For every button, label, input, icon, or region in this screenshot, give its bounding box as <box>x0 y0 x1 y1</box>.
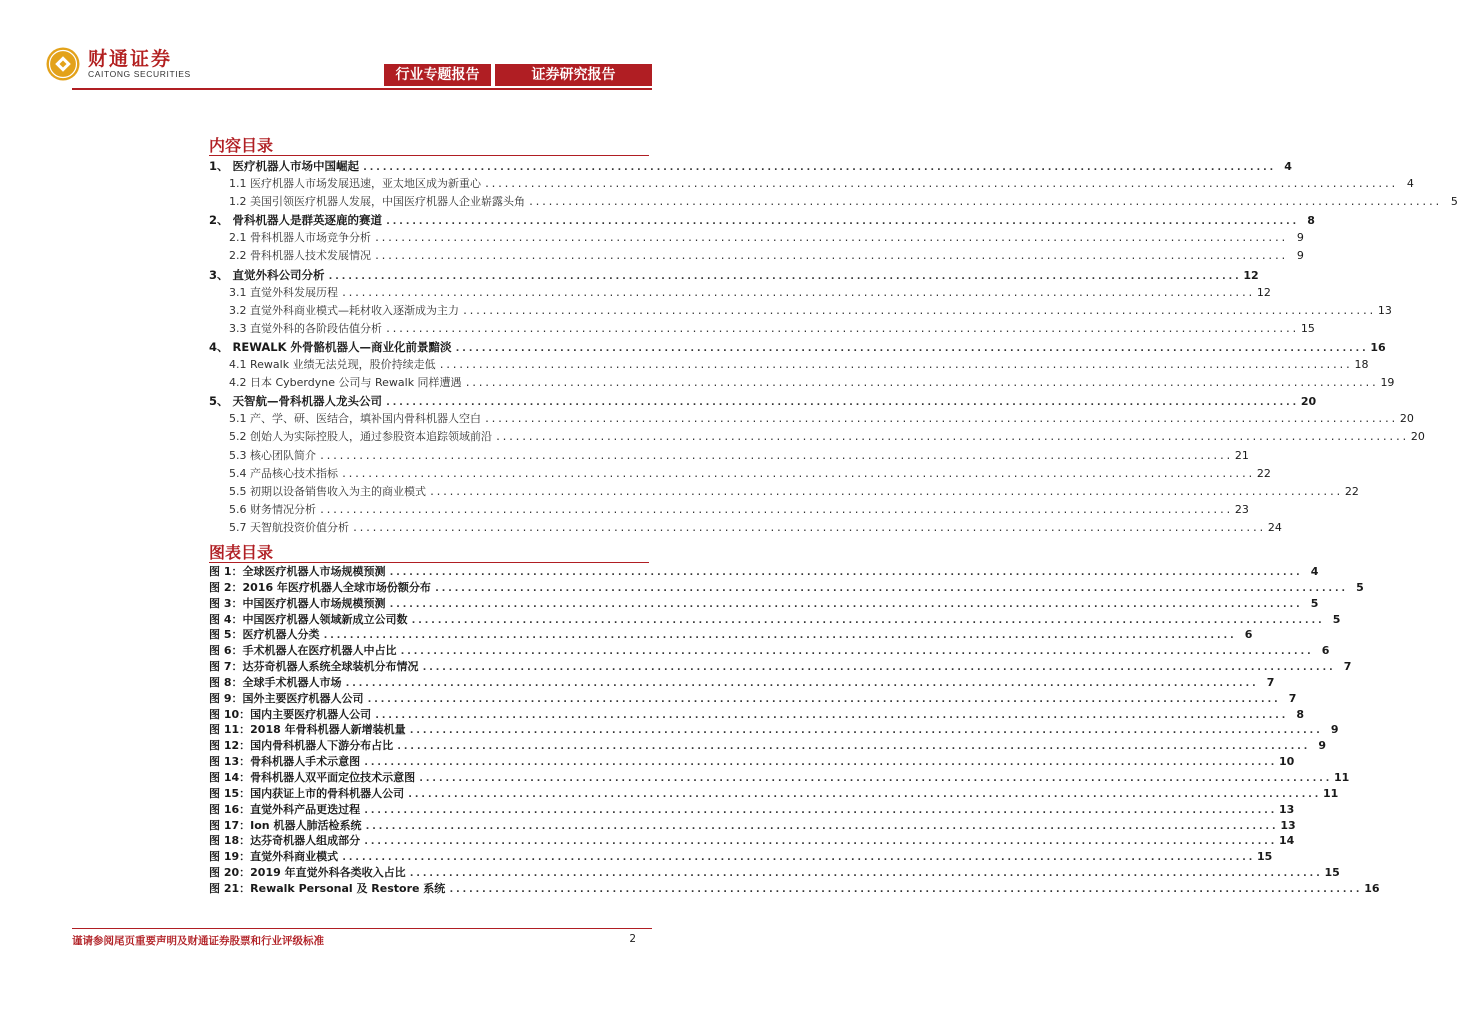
entry-page-number: 12 <box>1256 285 1271 299</box>
entry-label: 1.1 医疗机器人市场发展迅速，亚太地区成为新重心 <box>229 177 481 191</box>
header-divider <box>72 88 652 90</box>
entry-label: 1.2 美国引领医疗机器人发展，中国医疗机器人企业崭露头角 <box>229 195 525 209</box>
entry-label: 3.2 直觉外科商业模式—耗材收入逐渐成为主力 <box>229 303 459 317</box>
dot-leader: ............................................................................................................................................ <box>341 468 1254 480</box>
entry-label: 4.1 Rewalk 业绩无法兑现，股价持续走低 <box>229 358 436 372</box>
dot-leader: ............................................................................................................................................ <box>484 179 1397 191</box>
dot-leader: ............................................................................................................................................ <box>408 868 1322 880</box>
figure-entry[interactable] <box>209 881 1380 897</box>
entry-page-number: 5 <box>1450 195 1458 209</box>
dot-leader: ............................................................................................................................................ <box>366 693 1280 705</box>
dot-leader: ............................................................................................................................................ <box>385 216 1298 228</box>
table-of-contents <box>209 157 1458 537</box>
figure-entry[interactable] <box>209 659 1352 675</box>
entry-label: 1、 医疗机器人市场中国崛起 <box>209 159 360 173</box>
figure-entry[interactable] <box>209 818 1296 834</box>
entry-label: 图 20：2019 年直觉外科各类收入占比 <box>209 866 406 880</box>
dot-leader: ............................................................................................................................................ <box>418 772 1332 784</box>
figure-entry[interactable] <box>209 802 1295 818</box>
entry-label: 图 9：国外主要医疗机器人公司 <box>209 691 364 705</box>
figure-entry[interactable] <box>209 738 1327 754</box>
entry-label: 5.1 产、学、研、医结合，填补国内骨科机器人空白 <box>229 412 481 426</box>
entry-label: 图 12：国内骨科机器人下游分布占比 <box>209 739 394 753</box>
dot-leader: ............................................................................................................................................ <box>363 804 1277 816</box>
dot-leader: ............................................................................................................................................ <box>363 757 1277 769</box>
entry-page-number: 24 <box>1267 520 1282 534</box>
dot-leader: ............................................................................................................................................ <box>385 397 1298 409</box>
figure-entry[interactable] <box>209 675 1275 691</box>
figure-entry[interactable] <box>209 707 1305 723</box>
entry-label: 5.7 天智航投资价值分析 <box>229 520 349 534</box>
dot-leader: ............................................................................................................................................ <box>362 162 1275 173</box>
dot-leader: ............................................................................................................................................ <box>319 504 1232 516</box>
toc-entry[interactable] <box>209 211 1315 229</box>
company-logo <box>46 46 191 82</box>
entry-label: 5.3 核心团队简介 <box>229 448 316 462</box>
entry-page-number: 21 <box>1234 448 1249 462</box>
toc-entry[interactable] <box>209 465 1271 483</box>
entry-page-number: 13 <box>1377 303 1392 317</box>
toc-entry[interactable] <box>209 519 1282 537</box>
figure-entry[interactable] <box>209 564 1319 580</box>
entry-label: 4.2 日本 Cyberdyne 公司与 Rewalk 同样遭遇 <box>229 376 462 390</box>
entry-page-number: 11 <box>1323 786 1339 800</box>
entry-label: 图 16：直觉外科产品更迭过程 <box>209 802 361 816</box>
figure-entry[interactable] <box>209 691 1297 707</box>
entry-page-number: 9 <box>1296 249 1304 263</box>
entry-label: 5、 天智航—骨科机器人龙头公司 <box>209 394 383 409</box>
dot-leader: ............................................................................................................................................ <box>484 414 1397 426</box>
entry-page-number: 7 <box>1266 675 1275 689</box>
figure-entry[interactable] <box>209 580 1364 596</box>
entry-page-number: 9 <box>1318 739 1327 753</box>
toc-entry[interactable] <box>209 483 1359 501</box>
dot-leader: ............................................................................................................................................ <box>528 197 1441 209</box>
entry-label: 4、 REWALK 外骨骼机器人—商业化前景黯淡 <box>209 339 452 354</box>
entry-page-number: 16 <box>1370 340 1386 354</box>
entry-label: 2.2 骨科机器人技术发展情况 <box>229 249 371 263</box>
toc-entry[interactable] <box>209 356 1369 374</box>
entry-label: 2、 骨科机器人是群英逐鹿的赛道 <box>209 213 383 228</box>
dot-leader: ............................................................................................................................................ <box>374 709 1288 721</box>
entry-page-number: 11 <box>1334 770 1350 784</box>
dot-leader: ............................................................................................................................................ <box>429 486 1342 498</box>
entry-label: 图 7：达芬奇机器人系统全球装机分布情况 <box>209 660 419 674</box>
entry-page-number: 9 <box>1296 231 1304 245</box>
figure-entry[interactable] <box>209 612 1341 628</box>
entry-label: 图 18：达芬奇机器人组成部分 <box>209 834 361 848</box>
dot-leader: ............................................................................................................................................ <box>410 614 1324 626</box>
entry-page-number: 4 <box>1284 160 1292 173</box>
figure-entry[interactable] <box>209 833 1295 849</box>
entry-label: 图 11：2018 年骨科机器人新增装机量 <box>209 723 406 737</box>
figure-entry[interactable] <box>209 643 1330 659</box>
toc-entry[interactable] <box>209 392 1317 410</box>
entry-page-number: 23 <box>1234 502 1249 516</box>
toc-entry[interactable] <box>209 229 1304 247</box>
caitong-coin-logo-icon <box>46 47 80 81</box>
entry-label: 图 13：骨科机器人手术示意图 <box>209 755 361 769</box>
entry-page-number: 12 <box>1243 268 1259 282</box>
footer-disclaimer: 谨请参阅尾页重要声明及财通证券股票和行业评级标准 <box>72 935 324 947</box>
entry-label: 3、 直觉外科公司分析 <box>209 267 325 282</box>
dot-leader: ............................................................................................................................................ <box>341 852 1255 864</box>
figures-title-rule <box>209 562 649 563</box>
toc-entry[interactable] <box>209 410 1414 428</box>
dot-leader: ............................................................................................................................................ <box>396 741 1310 753</box>
toc-entry[interactable] <box>209 175 1414 193</box>
entry-label: 图 15：国内获证上市的骨科机器人公司 <box>209 786 405 800</box>
entry-label: 2.1 骨科机器人市场竞争分析 <box>229 231 371 245</box>
entry-page-number: 4 <box>1406 177 1414 191</box>
figure-entry[interactable] <box>209 770 1350 786</box>
entry-page-number: 5 <box>1356 580 1364 594</box>
entry-page-number: 20 <box>1300 395 1317 409</box>
entry-page-number: 5 <box>1332 612 1341 626</box>
header-tags <box>384 64 652 86</box>
dot-leader: ............................................................................................................................................ <box>374 251 1287 263</box>
industry-report-tag: 行业专题报告 <box>384 64 491 86</box>
entry-page-number: 15 <box>1324 866 1340 880</box>
dot-leader: ............................................................................................................................................ <box>385 323 1298 335</box>
entry-page-number: 16 <box>1364 881 1380 895</box>
toc-entry[interactable] <box>209 302 1392 320</box>
dot-leader: ............................................................................................................................................ <box>421 662 1335 674</box>
entry-label: 图 8：全球手术机器人市场 <box>209 675 342 689</box>
entry-label: 图 6：手术机器人在医疗机器人中占比 <box>209 644 397 658</box>
toc-entry[interactable] <box>209 284 1271 302</box>
toc-title-rule <box>209 155 649 156</box>
dot-leader: ............................................................................................................................................ <box>407 788 1321 800</box>
dot-leader: ............................................................................................................................................ <box>495 432 1408 444</box>
entry-page-number: 4 <box>1310 565 1319 578</box>
entry-page-number: 19 <box>1380 376 1395 390</box>
entry-label: 3.3 直觉外科的各阶段估值分析 <box>229 321 382 335</box>
entry-page-number: 13 <box>1279 802 1295 816</box>
toc-entry[interactable] <box>209 193 1458 211</box>
dot-leader: ............................................................................................................................................ <box>352 522 1265 534</box>
research-report-tag: 证券研究报告 <box>495 64 652 86</box>
entry-page-number: 8 <box>1296 707 1305 721</box>
entry-page-number: 15 <box>1300 321 1315 335</box>
entry-page-number: 13 <box>1280 818 1296 832</box>
entry-page-number: 18 <box>1354 358 1369 372</box>
figure-entry[interactable] <box>209 754 1295 770</box>
toc-entry[interactable] <box>209 247 1304 265</box>
figures-title: 图表目录 <box>209 543 274 562</box>
entry-page-number: 20 <box>1410 430 1425 444</box>
entry-label: 图 3：中国医疗机器人市场规模预测 <box>209 596 386 610</box>
figure-entry[interactable] <box>209 596 1319 612</box>
logo-english-name: CAITONG SECURITIES <box>88 68 191 79</box>
entry-page-number: 6 <box>1244 628 1253 642</box>
figure-entry[interactable] <box>209 722 1339 738</box>
dot-leader: ............................................................................................................................................ <box>438 360 1352 372</box>
entry-label: 图 10：国内主要医疗机器人公司 <box>209 707 372 721</box>
toc-entry[interactable] <box>209 320 1315 338</box>
toc-entry[interactable] <box>209 447 1249 465</box>
toc-entry[interactable] <box>209 374 1395 392</box>
entry-label: 图 19：直觉外科商业模式 <box>209 850 339 864</box>
dot-leader: ............................................................................................................................................ <box>319 450 1232 462</box>
figure-entry[interactable] <box>209 627 1253 643</box>
entry-page-number: 22 <box>1256 466 1271 480</box>
dot-leader: ............................................................................................................................................ <box>327 270 1241 282</box>
dot-leader: ............................................................................................................................................ <box>388 598 1302 610</box>
dot-leader: ............................................................................................................................................ <box>364 820 1278 832</box>
footer-divider <box>72 928 652 929</box>
page-number: 2 <box>629 933 636 945</box>
entry-label: 图 1：全球医疗机器人市场规模预测 <box>209 565 386 578</box>
entry-label: 图 5：医疗机器人分类 <box>209 628 320 642</box>
entry-page-number: 7 <box>1288 691 1297 705</box>
logo-chinese-name: 财通证券 <box>88 47 173 70</box>
toc-title: 内容目录 <box>209 136 274 155</box>
toc-entry[interactable] <box>209 338 1386 356</box>
dot-leader: ............................................................................................................................................ <box>408 725 1322 737</box>
entry-page-number: 5 <box>1310 596 1319 610</box>
toc-entry[interactable] <box>209 266 1259 284</box>
dot-leader: ............................................................................................................................................ <box>399 646 1313 658</box>
entry-label: 5.5 初期以设备销售收入为主的商业模式 <box>229 484 426 498</box>
entry-label: 3.1 直觉外科发展历程 <box>229 285 338 299</box>
figure-entry[interactable] <box>209 786 1339 802</box>
entry-page-number: 22 <box>1344 484 1359 498</box>
entry-label: 图 17：Ion 机器人肺活检系统 <box>209 818 362 832</box>
entry-label: 图 14：骨科机器人双平面定位技术示意图 <box>209 770 416 784</box>
dot-leader: ............................................................................................................................................ <box>462 305 1375 317</box>
dot-leader: ............................................................................................................................................ <box>374 233 1287 245</box>
dot-leader: ............................................................................................................................................ <box>388 567 1302 578</box>
entry-label: 图 21：Rewalk Personal 及 Restore 系统 <box>209 881 446 895</box>
dot-leader: ............................................................................................................................................ <box>433 582 1347 594</box>
entry-label: 图 4：中国医疗机器人领域新成立公司数 <box>209 612 408 626</box>
dot-leader: ............................................................................................................................................ <box>344 677 1258 689</box>
entry-page-number: 8 <box>1307 214 1315 228</box>
entry-label: 5.2 创始人为实际控股人，通过参股资本追踪领域前沿 <box>229 430 492 444</box>
entry-page-number: 10 <box>1279 755 1295 769</box>
dot-leader: ............................................................................................................................................ <box>341 287 1254 299</box>
entry-label: 5.6 财务情况分析 <box>229 502 316 516</box>
entry-page-number: 6 <box>1321 644 1330 658</box>
entry-page-number: 7 <box>1343 660 1352 674</box>
entry-label: 图 2：2016 年医疗机器人全球市场份额分布 <box>209 580 431 594</box>
toc-entry[interactable] <box>209 501 1249 519</box>
figure-entry[interactable] <box>209 865 1340 881</box>
dot-leader: ............................................................................................................................................ <box>322 630 1236 642</box>
entry-page-number: 9 <box>1330 723 1339 737</box>
dot-leader: ............................................................................................................................................ <box>363 836 1277 848</box>
entry-page-number: 15 <box>1257 850 1273 864</box>
dot-leader: ............................................................................................................................................ <box>464 378 1378 390</box>
dot-leader: ............................................................................................................................................ <box>454 342 1368 354</box>
toc-entry[interactable] <box>209 157 1292 175</box>
figure-entry[interactable] <box>209 849 1273 865</box>
entry-page-number: 14 <box>1279 834 1295 848</box>
dot-leader: ............................................................................................................................................ <box>448 883 1362 895</box>
toc-entry[interactable] <box>209 428 1425 446</box>
entry-label: 5.4 产品核心技术指标 <box>229 466 338 480</box>
list-of-figures <box>209 564 1380 897</box>
entry-page-number: 20 <box>1399 412 1414 426</box>
